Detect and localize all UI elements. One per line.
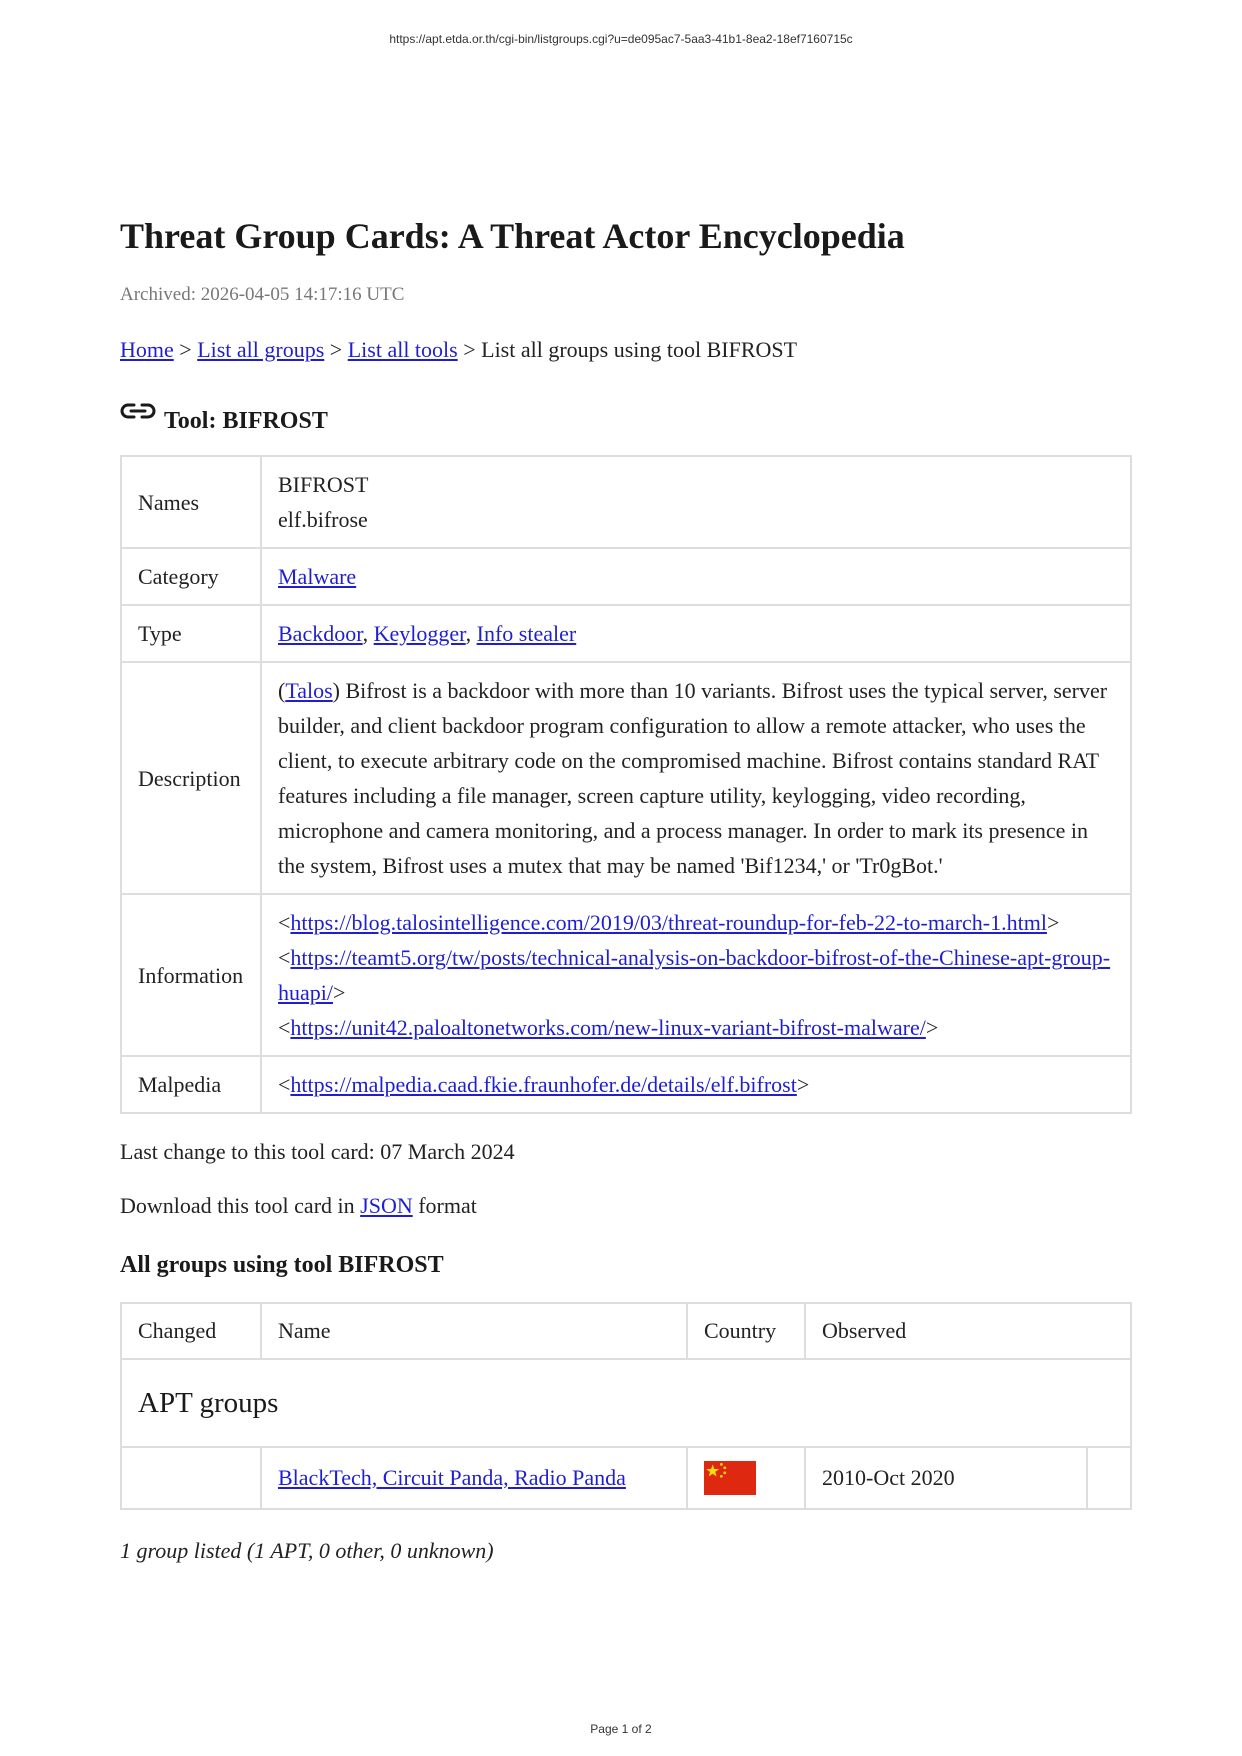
type-backdoor-link[interactable]: Backdoor — [278, 621, 363, 646]
group-name-link[interactable]: BlackTech, Circuit Panda, Radio Panda — [278, 1465, 626, 1490]
apt-groups-row — [121, 1359, 1131, 1447]
angle-close: > — [333, 980, 346, 1005]
description-label: Description — [121, 662, 261, 894]
last-change-text: Last change to this tool card: 07 March 2024 — [120, 1139, 515, 1164]
groups-table-header — [121, 1303, 1131, 1359]
page-url-header: https://apt.etda.or.th/cgi-bin/listgroups.cgi?u=de095ac7-5aa3-41b1-8ea2-18ef7160715c — [389, 32, 853, 46]
tool-name: BIFROST — [278, 472, 369, 497]
category-row — [121, 548, 1131, 605]
type-keylogger-link[interactable]: Keylogger — [373, 621, 466, 646]
breadcrumb-tools-link[interactable]: List all tools — [347, 337, 458, 362]
name-cell — [261, 1447, 687, 1509]
description-value — [261, 662, 1131, 894]
json-download-link[interactable]: JSON — [360, 1193, 413, 1218]
page-footer: Page 1 of 2 — [590, 1722, 652, 1736]
type-info-stealer-link[interactable]: Info stealer — [476, 621, 577, 646]
link-icon[interactable] — [120, 401, 156, 435]
tool-card-table — [120, 455, 1132, 1114]
apt-groups-heading: APT groups — [121, 1359, 1131, 1447]
page-title: Threat Group Cards: A Threat Actor Encyclopedia — [120, 216, 905, 256]
description-row — [121, 662, 1131, 894]
tool-heading-text: Tool: BIFROST — [164, 408, 328, 434]
names-label: Names — [121, 456, 261, 548]
breadcrumb — [120, 335, 1132, 365]
description-text: ) Bifrost is a backdoor with more than 10 variants. Bifrost uses the typical server, server builder, and client backdoor program configuration to allow a remote attacker, who uses the client, to execute arbitrary code on the compromised machine. Bifrost contains standard RAT features including a file manager, screen capture utility, keylogging, video recording, microphone and camera monitoring, and a process manager. In order to mark its presence in the system, Bifrost uses a mutex that may be named 'Bif1234,' or 'Tr0gBot.' — [278, 678, 1108, 878]
description-source-link[interactable]: Talos — [285, 678, 333, 703]
information-item — [278, 1010, 1114, 1045]
column-header-name: Name — [261, 1303, 687, 1359]
angle-open: < — [278, 945, 291, 970]
type-value — [261, 605, 1131, 662]
malpedia-value — [261, 1056, 1131, 1113]
column-header-observed: Observed — [805, 1303, 1131, 1359]
breadcrumb-separator: > — [173, 337, 198, 362]
category-value — [261, 548, 1131, 605]
download-prefix: Download this tool card in — [120, 1193, 361, 1218]
download-suffix: format — [412, 1193, 477, 1218]
angle-open: < — [278, 910, 291, 935]
country-cell — [687, 1447, 805, 1509]
breadcrumb-groups-link[interactable]: List all groups — [197, 337, 325, 362]
archived-timestamp: Archived: 2026-04-05 14:17:16 UTC — [120, 284, 405, 305]
description-paren: ( — [278, 678, 286, 703]
breadcrumb-separator: > — [324, 337, 348, 362]
information-link[interactable]: https://teamt5.org/tw/posts/technical-analysis-on-backdoor-bifrost-of-the-Chinese-apt-group-huapi/ — [278, 945, 1111, 1005]
malpedia-link[interactable]: https://malpedia.caad.fkie.fraunhofer.de/details/elf.bifrost — [290, 1072, 797, 1097]
information-label: Information — [121, 894, 261, 1056]
angle-close: > — [796, 1072, 810, 1097]
type-separator: , — [465, 621, 477, 646]
malpedia-row — [121, 1056, 1131, 1113]
groups-table — [120, 1302, 1132, 1510]
download-line — [120, 1188, 1132, 1224]
names-row — [121, 456, 1131, 548]
information-item — [278, 905, 1114, 940]
observed-cell: 2010-Oct 2020 — [805, 1447, 1087, 1509]
names-value — [261, 456, 1131, 548]
angle-open: < — [278, 1072, 291, 1097]
malpedia-label: Malpedia — [121, 1056, 261, 1113]
information-link[interactable]: https://unit42.paloaltonetworks.com/new-linux-variant-bifrost-malware/ — [290, 1015, 926, 1040]
category-malware-link[interactable]: Malware — [278, 564, 357, 589]
tool-name: elf.bifrose — [278, 507, 368, 532]
china-flag-icon — [704, 1461, 756, 1495]
type-separator: , — [362, 621, 374, 646]
empty-cell — [1087, 1447, 1131, 1509]
tool-heading — [120, 395, 1132, 435]
information-row — [121, 894, 1131, 1056]
changed-cell — [121, 1447, 261, 1509]
information-item — [278, 940, 1114, 1010]
information-link[interactable]: https://blog.talosintelligence.com/2019/03/threat-roundup-for-feb-22-to-march-1.html — [290, 910, 1047, 935]
angle-open: < — [278, 1015, 291, 1040]
information-value — [261, 894, 1131, 1056]
category-label: Category — [121, 548, 261, 605]
breadcrumb-home-link[interactable]: Home — [120, 337, 174, 362]
angle-close: > — [925, 1015, 939, 1040]
table-row — [121, 1447, 1131, 1509]
breadcrumb-current: > List all groups using tool BIFROST — [457, 337, 798, 362]
column-header-changed: Changed — [121, 1303, 261, 1359]
type-label: Type — [121, 605, 261, 662]
column-header-country: Country — [687, 1303, 805, 1359]
groups-summary: 1 group listed (1 APT, 0 other, 0 unknown) — [120, 1538, 494, 1563]
angle-close: > — [1046, 910, 1060, 935]
groups-section-heading: All groups using tool BIFROST — [120, 1252, 444, 1278]
page-content — [120, 212, 1132, 1566]
type-row — [121, 605, 1131, 662]
